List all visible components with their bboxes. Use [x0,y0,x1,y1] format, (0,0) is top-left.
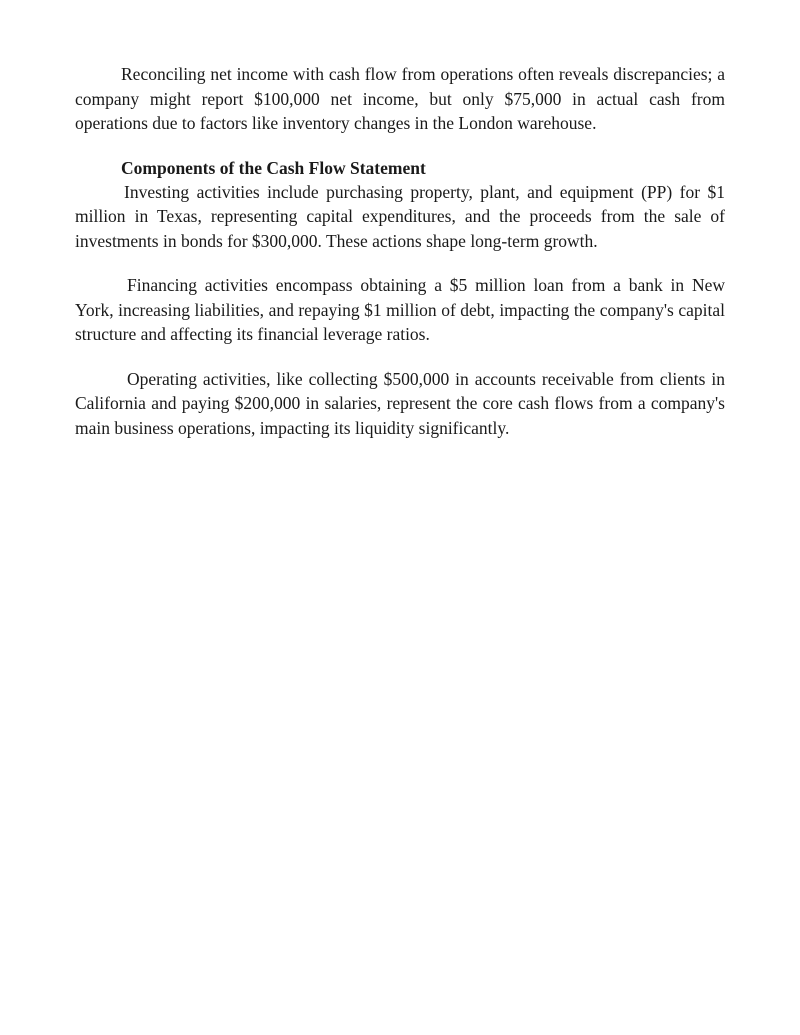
document-page [75,62,725,440]
financing-paragraph: Financing activities encompass obtaining a $5 million loan from a bank in New York, increasing liabilities, and repaying $1 million of debt, impacting the company's capital structure and affecting its financial leverage ratios. [75,275,725,344]
section-heading: Components of the Cash Flow Statement [121,157,426,178]
investing-paragraph: Investing activities include purchasing property, plant, and equipment (PP) for $1 million in Texas, representing capital expenditures, and the proceeds from the sale of investments in bonds for $300,000. These actions shape long-term growth. [75,181,725,251]
operating-paragraph: Operating activities, like collecting $500,000 in accounts receivable from clients in California and paying $200,000 in salaries, represent the core cash flows from a company's main business operations, impacting its liquidity significantly. [75,368,725,438]
intro-paragraph: Reconciling net income with cash flow from operations often reveals discrepancies; a company might report $100,000 net income, but only $75,000 in actual cash from operations due to factors like inventory changes in the London warehouse. [75,64,725,133]
